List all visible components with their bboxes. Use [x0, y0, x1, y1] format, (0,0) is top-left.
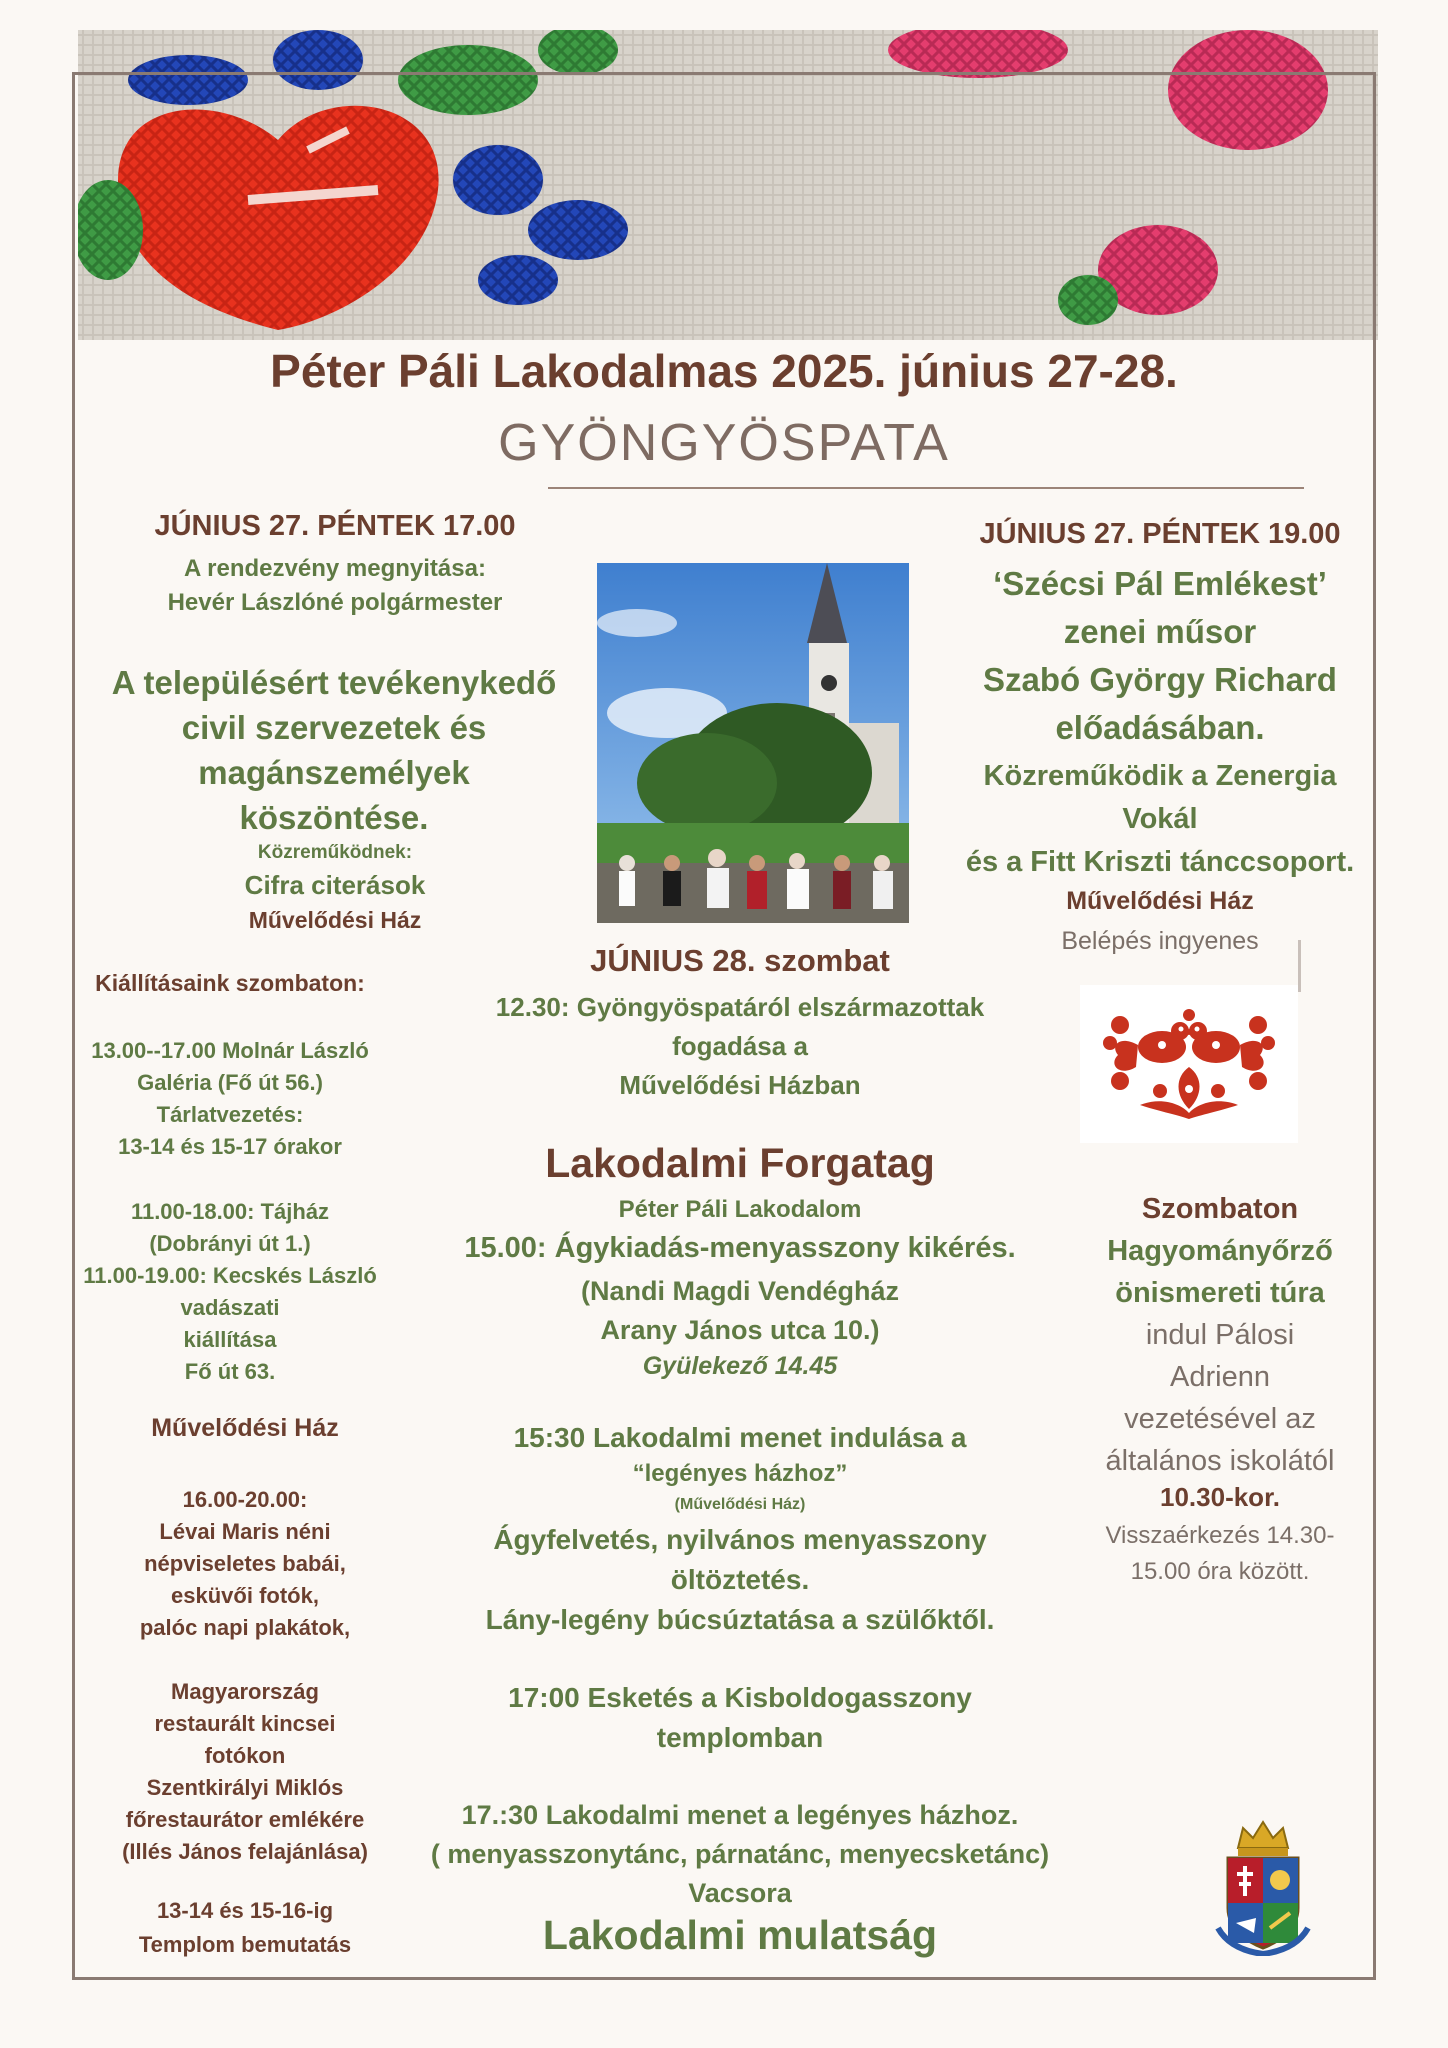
wedding-line: templomban — [656, 1722, 824, 1753]
agyfelvetes-block — [400, 1520, 1080, 1640]
exhibition-block-2 — [70, 1196, 390, 1388]
exhibition-line: Magyarország — [171, 1679, 319, 1704]
exhibition-line: Fő út 63. — [184, 1359, 276, 1384]
entry-free: Belépés ingyenes — [1061, 927, 1259, 955]
welcome-line: 12.30: Gyöngyöspatáról elszármazottak — [495, 992, 985, 1022]
concert-venue: Művelődési Ház — [1066, 887, 1254, 915]
exhibition-line: (Dobrányi út 1.) — [149, 1231, 311, 1256]
cooperate-line: Vokál — [1122, 803, 1198, 835]
evening-line: Vacsora — [688, 1878, 792, 1908]
march-line-2: “legényes házhoz” — [632, 1460, 848, 1487]
agyfelvetes-line: öltöztetés. — [670, 1564, 810, 1595]
tour-line: általános iskolától — [1105, 1445, 1335, 1477]
lakodalom-subheading: Péter Páli Lakodalom — [618, 1196, 862, 1223]
tour-line: vezetésével az — [1124, 1403, 1316, 1435]
exhibition-line: népviseletes babái, — [144, 1551, 346, 1576]
forgatag-heading: Lakodalmi Forgatag — [545, 1140, 935, 1186]
exhibition-line: restaurált kincsei — [154, 1711, 336, 1736]
exhibition-line: kiállítása — [183, 1327, 277, 1352]
exhibition-line: Szentkirályi Miklós — [146, 1775, 344, 1800]
exhibition-line: palóc napi plakátok, — [139, 1615, 351, 1640]
cooperate-1: Cifra citerások — [244, 870, 426, 900]
exhibition-line: Galéria (Fő út 56.) — [137, 1070, 323, 1095]
left-date: JÚNIUS 27. PÉNTEK 17.00 — [154, 510, 516, 542]
concert-block — [920, 560, 1400, 752]
concert-line: ‘Szécsi Pál Emlékest’ — [993, 565, 1327, 602]
evening-block — [390, 1796, 1090, 1913]
greeting-line: civil szervezetek és — [181, 709, 487, 746]
exhibition-line: esküvői fotók, — [171, 1583, 319, 1608]
exhibition-line: vadászati — [180, 1295, 280, 1320]
church-tour: Templom bemutatás — [138, 1932, 352, 1957]
exhibition-line: 13-14 és 15-17 órakor — [118, 1134, 342, 1159]
exhibition-line: Tárlatvezetés: — [156, 1102, 304, 1127]
march-line-1: 15:30 Lakodalmi menet indulása a — [513, 1422, 967, 1453]
cooperate-label: Közreműködnek: — [257, 842, 413, 863]
center-date: JÚNIUS 28. szombat — [590, 943, 890, 978]
tour-title-line: önismereti túra — [1115, 1277, 1325, 1309]
exhibition-line: 11.00-19.00: Kecskés László — [83, 1263, 377, 1288]
opening-block — [100, 552, 570, 620]
party-heading: Lakodalmi mulatság — [542, 1912, 938, 1958]
gather-time: Gyülekező 14.45 — [642, 1352, 838, 1380]
guesthouse-line: (Nandi Magdi Vendégház — [580, 1276, 900, 1306]
exhibition-line: főrestaurátor emlékére — [125, 1807, 365, 1832]
wedding-line: 17:00 Esketés a Kisboldogasszony — [508, 1682, 972, 1713]
cooperate-2: Művelődési Ház — [248, 907, 422, 933]
exhibition-block-4 — [90, 1676, 400, 1868]
welcome-block — [400, 988, 1080, 1105]
opening-line-1: A rendezvény megnyitása: — [184, 555, 486, 582]
exhibition-block-1 — [70, 1035, 390, 1163]
exhibition-line: fotókon — [204, 1743, 286, 1768]
exhibition-line: 16.00-20.00: — [182, 1487, 308, 1512]
agyfelvetes-line: Ágyfelvetés, nyilvános menyasszony — [493, 1524, 987, 1555]
welcome-line: Művelődési Házban — [619, 1070, 861, 1100]
right-date: JÚNIUS 27. PÉNTEK 19.00 — [979, 518, 1341, 550]
evening-line: ( menyasszonytánc, párnatánc, menyecsketánc) — [430, 1839, 1050, 1869]
greeting-line: A településért tevékenykedő — [111, 664, 557, 701]
exhibition-line: 11.00-18.00: Tájház — [130, 1199, 330, 1224]
church-time: 13-14 és 15-16-ig — [156, 1898, 334, 1923]
greeting-line: köszöntése. — [239, 799, 429, 836]
header-divider — [548, 487, 1304, 489]
tour-line: indul Pálosi — [1145, 1319, 1295, 1351]
greeting-block — [84, 660, 584, 840]
church-photo — [597, 563, 909, 923]
exhibition-line: 13.00--17.00 Molnár László — [91, 1038, 369, 1063]
cooperate-line: Közreműködik a Zenergia — [983, 760, 1337, 792]
exhibitions-title: Kiállításaink szombaton: — [95, 970, 365, 996]
concert-line: előadásában. — [1055, 709, 1265, 746]
tour-title-line: Szombaton — [1141, 1193, 1299, 1225]
saturday-tour-subtitle — [1060, 1230, 1380, 1314]
greeting-line: magánszemélyek — [198, 754, 470, 791]
march-line-3: (Művelődési Ház) — [674, 1496, 806, 1513]
cooperate-line: és a Fitt Kriszti tánccsoport. — [965, 846, 1355, 878]
guesthouse-line: Arany János utca 10.) — [600, 1315, 880, 1345]
vertical-divider — [1298, 940, 1301, 992]
return-line: 15.00 óra között. — [1130, 1558, 1310, 1585]
concert-line: zenei műsor — [1063, 613, 1257, 650]
agykiadas-line: 15.00: Ágykiadás-menyasszony kikérés. — [464, 1232, 1016, 1264]
concert-line: Szabó György Richard — [983, 661, 1337, 698]
tour-line: Adrienn — [1170, 1361, 1270, 1393]
concert-cooperate — [920, 755, 1400, 884]
wedding-block — [400, 1678, 1080, 1758]
return-line: Visszaérkezés 14.30- — [1105, 1522, 1335, 1549]
exhibition-line: Lévai Maris néni — [159, 1519, 331, 1544]
agyfelvetes-line: Lány-legény búcsúztatása a szülőktől. — [485, 1604, 995, 1635]
guesthouse-block — [420, 1272, 1060, 1350]
saturday-tour-title — [1060, 1188, 1380, 1230]
tour-title-line: Hagyományőrző — [1107, 1235, 1333, 1267]
opening-line-2: Hevér Lászlóné polgármester — [167, 589, 503, 616]
page-title: Péter Páli Lakodalmas 2025. június 27-28. — [270, 345, 1178, 397]
tour-time: 10.30-kor. — [1160, 1482, 1280, 1512]
folk-birds-ornament — [1080, 985, 1298, 1143]
tour-text — [1060, 1314, 1380, 1482]
coat-of-arms-icon — [1208, 1818, 1318, 1956]
exhibition-block-3 — [90, 1484, 400, 1644]
evening-line: 17.:30 Lakodalmi menet a legényes házhoz. — [461, 1800, 1019, 1830]
page-subtitle: GYÖNGYÖSPATA — [498, 414, 950, 472]
tour-return — [1060, 1518, 1380, 1590]
exhibition-line: (Illés János felajánlása) — [122, 1839, 368, 1864]
welcome-line: fogadása a — [672, 1031, 808, 1061]
muv-haz-heading: Művelődési Ház — [151, 1414, 339, 1442]
